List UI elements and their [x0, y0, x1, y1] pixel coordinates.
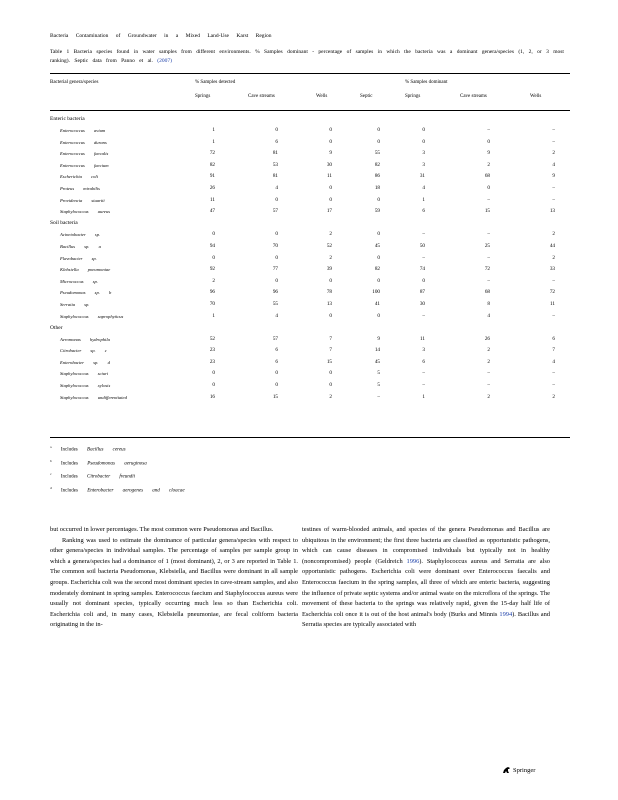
species-name: Pseudomonas sp. b	[60, 290, 112, 296]
table-cell: 0	[275, 382, 278, 388]
table-cell: 0	[422, 127, 425, 133]
table-cell: 52	[209, 335, 215, 342]
table-cell: 47	[209, 208, 215, 215]
species-name: Providencia stuartii	[60, 197, 105, 203]
table-cell: 0	[275, 370, 278, 377]
header-dominant: % Samples dominant	[405, 80, 448, 85]
table-cell: 0	[329, 382, 332, 388]
publisher-logo	[502, 766, 535, 774]
table-cell: 1	[422, 393, 425, 400]
footnote-mark: d	[50, 485, 52, 490]
table-cell: 5	[377, 370, 380, 377]
footnote-lead: Includes	[60, 474, 78, 480]
table-cell: 55	[272, 300, 278, 307]
table-row	[50, 336, 570, 347]
table-cell: 0	[377, 127, 380, 133]
table-row	[50, 127, 570, 138]
table-row	[50, 301, 570, 312]
table-cell: 0	[329, 370, 332, 377]
table-cell: 4	[275, 185, 278, 191]
table-cell: 50	[419, 242, 425, 249]
table-cell: 11	[327, 173, 332, 180]
table-cell: 70	[272, 242, 278, 249]
table-cell: –	[487, 277, 490, 284]
table-cell: 13	[326, 300, 332, 307]
table-cell: 23	[209, 347, 215, 354]
table-cell: 0	[329, 127, 332, 133]
table-cell: 81	[272, 150, 278, 157]
table-row	[50, 185, 570, 196]
table-row	[50, 197, 570, 208]
body-column-left	[50, 525, 298, 631]
table-cell: 5	[377, 382, 380, 388]
table-cell: 1	[212, 127, 215, 133]
table-cell: 92	[209, 266, 215, 273]
table-cell: 6	[275, 347, 278, 354]
header-springs-dominant: Springs	[405, 94, 421, 99]
table-cell: 6	[275, 358, 278, 365]
table-cell: 1	[212, 138, 215, 145]
table-cell: –	[552, 382, 555, 388]
species-name: Staphylococcus undifferentiated	[60, 394, 127, 400]
species-name: Klebsiella pneumoniae	[60, 267, 111, 273]
table-cell: 33	[549, 266, 555, 273]
table-cell: –	[552, 370, 555, 377]
table-row	[50, 255, 570, 266]
table-cell: 0	[275, 277, 278, 284]
species-name: Enterobacter sp. d	[60, 359, 110, 365]
table-cell: 0	[212, 231, 215, 238]
table-cell: 57	[272, 208, 278, 215]
table-cell: 2	[212, 277, 215, 284]
table-row	[50, 289, 570, 300]
table-header-row-2	[50, 93, 570, 102]
table-cell: 0	[422, 277, 425, 284]
table-cell: 23	[209, 358, 215, 365]
table-cell: –	[422, 254, 425, 261]
table-cell: 11	[550, 300, 555, 307]
running-head: Bacteria Contamination of Groundwater in a Mixed Land-Use Karst Region	[50, 33, 272, 39]
table-cell: 77	[272, 266, 278, 273]
footnote	[50, 459, 147, 467]
table-cell: 3	[422, 347, 425, 354]
table-cell: 9	[377, 335, 380, 342]
group-label: Soil bacteria	[50, 220, 78, 227]
footnote	[50, 445, 126, 453]
table-cell: 0	[275, 127, 278, 133]
table-row	[50, 162, 570, 173]
table-cell: 0	[275, 196, 278, 203]
publisher-name: Springer	[513, 766, 536, 774]
table-cell: 74	[419, 266, 425, 273]
table-cell: 9	[329, 150, 332, 157]
table-cell: –	[552, 312, 555, 319]
table-cell: –	[487, 370, 490, 377]
table-row	[50, 266, 570, 277]
table-cell: –	[422, 231, 425, 238]
table-cell: 2	[552, 150, 555, 157]
species-name: Staphylococcus sciuri	[60, 371, 109, 377]
table-cell: 78	[326, 289, 332, 296]
table-cell: 6	[552, 335, 555, 342]
table-cell: 15	[272, 393, 278, 400]
table-cell: 8	[487, 300, 490, 307]
table-cell: 72	[209, 150, 215, 157]
table-caption	[50, 48, 570, 66]
table-cell: 72	[549, 289, 555, 296]
table-cell: 0	[212, 382, 215, 388]
table-cell: 4	[487, 312, 490, 319]
table-cell: 30	[419, 300, 425, 307]
table-cell: 82	[374, 266, 380, 273]
table-cell: 2	[487, 358, 490, 365]
species-name: Flavobacter sp.	[60, 255, 97, 261]
citation-link[interactable]: 1996	[406, 557, 420, 565]
table-cell: 91	[209, 173, 215, 180]
table-cell: 0	[329, 196, 332, 203]
header-species: Bacterial genera/species	[50, 80, 99, 85]
paragraph: Ranking was used to estimate the dominance of particular genera/species with respect to other genera/species in individual samples. The percentage of samples per sample group in which a genera/species had a dominance of 1 (most dominant), 2, or 3 are reported in Table 1. The common soil bacteria Pseudomonas, Klebsiella, and Bacillus were dominant in all sample groups. Escherichia coli was the second most dominant species in cave-stream samples, and also moderately dominant in spring samples. Enterococcus faecium and Staphylococcus aureus were usually not dominant species, typically occurring much less so than Escherichia coli. Escherichia coli and, in many cases, Klebsiella pneumoniae, are fecal coliform bacteria originating in the in-	[50, 536, 298, 629]
paragraph: but occurred in lower percentages. The most common were Pseudomonas and Bacillus.	[50, 526, 274, 533]
table-cell: 2	[329, 393, 332, 400]
header-cave: Cave streams	[248, 94, 275, 99]
table-cell: 82	[209, 161, 215, 168]
table-cell: 14	[374, 347, 380, 354]
table-cell: –	[552, 127, 555, 133]
species-name: Enterococcus faecium	[60, 162, 109, 168]
footnote	[50, 486, 185, 494]
table-cell: –	[552, 138, 555, 145]
table-cell: 2	[329, 231, 332, 238]
table-cell: 82	[374, 161, 380, 168]
table-cell: 6	[422, 358, 425, 365]
table-cell: 4	[275, 312, 278, 319]
paragraph-text: ). Bacillus and Serratia species are typically associated with	[302, 610, 550, 629]
table-row	[50, 347, 570, 358]
table-cell: 4	[422, 185, 425, 191]
table-cell: 94	[209, 242, 215, 249]
table-row	[50, 243, 570, 254]
paragraph-text: ). Staphylococcus aureus and Serratia are also opportunistic pathogens. Escherichia coli were dominant over Enterococcus faecalis and Enterococcus faecium in the spring samples, all three of which are enteric bacteria, suggesting the influence of private septic systems and/or animal waste on the microflora of the springs. The movement of these bacteria to the springs was relatively rapid, given the 15-day half life of Escherichia coli once it is out of the host animal's body (Burks and Minnis	[302, 557, 551, 618]
table-row	[50, 313, 570, 324]
table-cell: 9	[487, 150, 490, 157]
table-cell: 0	[212, 254, 215, 261]
table-cell: 0	[275, 231, 278, 238]
paragraph	[302, 525, 550, 631]
table-cell: 2	[329, 254, 332, 261]
table-cell: 70	[209, 300, 215, 307]
table-cell: 39	[326, 266, 332, 273]
table-cell: 3	[422, 161, 425, 168]
table-cell: 31	[419, 173, 425, 180]
table-cell: 3	[422, 150, 425, 157]
footnote	[50, 472, 135, 480]
footnote-lead: Includes	[61, 461, 78, 467]
header-septic: Septic	[360, 94, 373, 99]
table-cell: –	[487, 231, 490, 238]
table-cell: 0	[329, 138, 332, 145]
table-cell: –	[487, 382, 490, 388]
table-header-rule	[50, 110, 570, 111]
table-cell: 11	[210, 196, 215, 203]
footnote-mark: c	[50, 472, 52, 476]
header-detected: % Samples detected	[195, 80, 236, 85]
table-cell: 7	[552, 347, 555, 354]
species-name: Enterococcus faecalis	[60, 151, 109, 157]
table-cell: 13	[549, 208, 555, 215]
body-column-right	[302, 525, 550, 631]
table-cell: 87	[419, 289, 425, 296]
table-cell: 2	[487, 161, 490, 168]
species-name: Serratia sp.	[60, 301, 90, 307]
header-springs: Springs	[195, 94, 211, 99]
table-cell: 44	[549, 242, 555, 249]
table-row	[50, 359, 570, 370]
table-row	[50, 173, 570, 184]
species-name: Staphylococcus saprophyticus	[60, 313, 124, 319]
table-cell: 45	[374, 358, 380, 365]
table-cell: 0	[487, 138, 490, 145]
table-cell: 59	[374, 208, 380, 215]
table-cell: 55	[374, 150, 380, 157]
table-cell: 11	[420, 335, 425, 342]
table-cell: 0	[377, 312, 380, 319]
species-name: Aeromonas hydrophila	[60, 336, 110, 342]
table-cell: 1	[422, 196, 425, 203]
table-cell: 96	[209, 289, 215, 296]
table-cell: 0	[377, 277, 380, 284]
table-row	[50, 208, 570, 219]
table-row	[50, 231, 570, 242]
table-row	[50, 139, 570, 150]
table-row	[50, 382, 570, 393]
table-cell: 41	[374, 300, 380, 307]
table-cell: 6	[275, 138, 278, 145]
table-cell: 4	[552, 358, 555, 365]
table-cell: 2	[552, 231, 555, 238]
table-cell: 0	[377, 196, 380, 203]
table-cell: –	[422, 382, 425, 388]
species-name: Micrococcus sp.	[60, 278, 98, 284]
footnote-lead: Includes	[60, 447, 78, 453]
species-name: Escherichia coli	[60, 174, 98, 180]
table-cell: 30	[326, 161, 332, 168]
footnote-text: Pseudomonas aeruginosa	[87, 461, 147, 467]
table-cell: –	[487, 196, 490, 203]
table-cell: 68	[484, 173, 490, 180]
paragraph-text: testines of warm-blooded animals, and species of the genera Pseudomonas and Bacillus are ubiquitous in the environment; the first three bacteria are classified as opportunistic pathogens, which can cause diseases in compromised individuals but typically not in healthy (noncompromised) people (Geldreich	[302, 526, 550, 565]
species-name: Staphylococcus xylosis	[60, 383, 111, 388]
table-cell: 0	[329, 277, 332, 284]
citation-link[interactable]: 1994	[499, 610, 513, 618]
table-cell: 45	[374, 242, 380, 249]
header-wells-dominant: Wells	[530, 94, 542, 99]
table-cell: 0	[377, 254, 380, 261]
table-cell: 0	[377, 231, 380, 238]
table-cell: –	[422, 312, 425, 319]
table-cell: 2	[552, 254, 555, 261]
table-top-rule	[50, 73, 570, 74]
table-cell: –	[552, 185, 555, 191]
footnote-mark: a	[50, 445, 52, 449]
table-cell: 0	[329, 185, 332, 191]
table-cell: 26	[484, 335, 490, 342]
table-cell: 0	[212, 370, 215, 377]
horse-icon	[502, 766, 511, 774]
table-row	[50, 394, 570, 405]
table-cell: 96	[272, 289, 278, 296]
species-name: Bacillus sp. a	[60, 243, 101, 249]
species-name: Proteus mirabilis	[60, 186, 100, 191]
table-cell: 52	[326, 242, 332, 249]
table-cell: 4	[552, 161, 555, 168]
table-cell: 2	[487, 347, 490, 354]
caption-text: Bacteria species found in water samples from different environments. % Samples dominant - percentage of samples in which the bacteria was a dominant genera/species (1, 2, or 3 most ranking). Septic data from Panno et al.	[50, 49, 564, 64]
table-cell: 25	[484, 242, 490, 249]
footnote-mark: b	[50, 458, 52, 463]
table-cell: 81	[272, 173, 278, 180]
table-cell: –	[552, 277, 555, 284]
table-cell: 9	[552, 173, 555, 180]
table-cell: –	[487, 127, 490, 133]
table-cell: 0	[275, 254, 278, 261]
table-cell: 15	[326, 358, 332, 365]
header-wells: Wells	[316, 94, 328, 99]
species-name: Enterococcus avium	[60, 128, 106, 133]
table-cell: 0	[422, 138, 425, 145]
table-cell: 7	[329, 347, 332, 354]
table-row	[50, 278, 570, 289]
species-name: Citrobacter sp. c	[60, 348, 107, 354]
footnote-text: Citrobacter freundii	[87, 474, 136, 480]
species-name: Acinetobacter sp.	[60, 232, 101, 238]
species-name: Enterococcus durans	[60, 139, 107, 145]
table-row	[50, 150, 570, 161]
table-cell: 68	[484, 289, 490, 296]
table-cell: 2	[552, 393, 555, 400]
footnote-text: Enterobacter aerogenes and cloacae	[87, 488, 185, 494]
table-bottom-rule	[50, 437, 570, 438]
footnote-lead: Includes	[61, 488, 78, 494]
table-cell: 100	[372, 289, 380, 296]
table-cell: 16	[209, 393, 215, 400]
species-name: Staphylococcus aureus	[60, 209, 111, 215]
table-header-row-1	[50, 79, 570, 88]
table-row	[50, 370, 570, 381]
footnote-text: Bacillus cereus	[87, 447, 126, 453]
table-cell: 26	[209, 185, 215, 191]
table-cell: 1	[212, 312, 215, 319]
table-cell: 15	[484, 208, 490, 215]
table-cell: 7	[329, 335, 332, 342]
table-cell: 6	[422, 208, 425, 215]
table-cell: 18	[374, 185, 380, 191]
table-cell: 72	[484, 266, 490, 273]
table-cell: 57	[272, 335, 278, 342]
table-cell: 17	[326, 208, 332, 215]
table-cell: –	[422, 370, 425, 377]
table-cell: –	[552, 196, 555, 203]
table-cell: 2	[487, 393, 490, 400]
table-cell: 86	[374, 173, 380, 180]
table-cell: 0	[329, 312, 332, 319]
table-cell: 0	[377, 138, 380, 145]
table-label: Table 1	[50, 49, 70, 55]
group-label: Other	[50, 324, 63, 331]
group-label: Enteric bacteria	[50, 116, 85, 122]
citation-link[interactable]: (2007)	[157, 58, 172, 64]
header-cave-dominant: Cave streams	[460, 94, 487, 99]
table-cell: –	[377, 393, 380, 400]
table-cell: 0	[487, 185, 490, 191]
table-cell: –	[487, 254, 490, 261]
table-cell: 53	[272, 161, 278, 168]
